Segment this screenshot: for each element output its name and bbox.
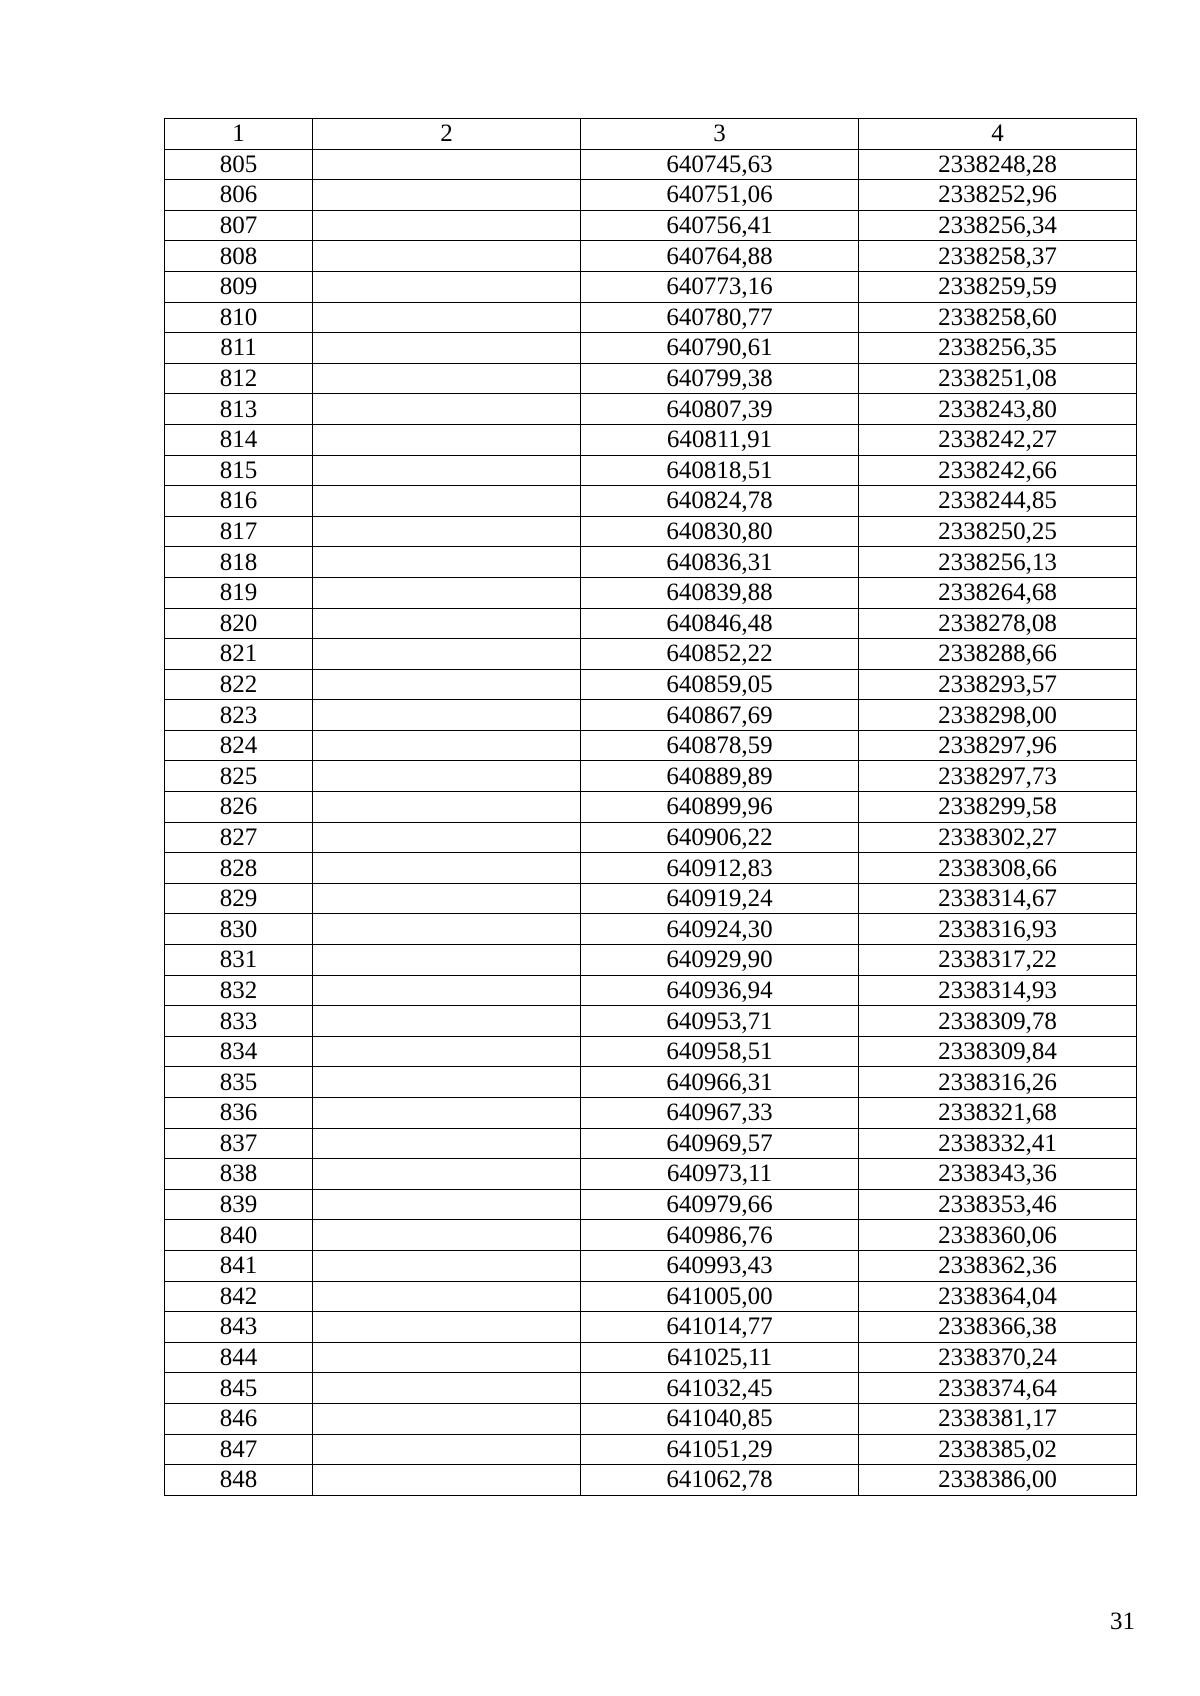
table-row (165, 149, 1137, 180)
point-number-cell: 816 (165, 486, 313, 517)
x-coordinate-cell: 640773,16 (581, 271, 859, 302)
table-row (165, 914, 1137, 945)
y-coordinate-cell: 2338288,66 (859, 639, 1137, 670)
x-coordinate-cell: 640973,11 (581, 1159, 859, 1190)
empty-cell (313, 1128, 581, 1159)
empty-cell (313, 1403, 581, 1434)
y-coordinate-cell: 2338317,22 (859, 945, 1137, 976)
table-row (165, 1250, 1137, 1281)
empty-cell (313, 700, 581, 731)
y-coordinate-cell: 2338364,04 (859, 1281, 1137, 1312)
table-row (165, 1434, 1137, 1465)
point-number-cell: 839 (165, 1189, 313, 1220)
y-coordinate-cell: 2338252,96 (859, 180, 1137, 211)
point-number-cell: 805 (165, 149, 313, 180)
empty-cell (313, 1434, 581, 1465)
empty-cell (313, 1006, 581, 1037)
y-coordinate-cell: 2338386,00 (859, 1465, 1137, 1496)
table-row (165, 730, 1137, 761)
empty-cell (313, 424, 581, 455)
x-coordinate-cell: 640818,51 (581, 455, 859, 486)
empty-cell (313, 1220, 581, 1251)
empty-cell (313, 302, 581, 333)
point-number-cell: 825 (165, 761, 313, 792)
table-row (165, 1128, 1137, 1159)
table-row (165, 945, 1137, 976)
x-coordinate-cell: 641025,11 (581, 1342, 859, 1373)
table-row (165, 516, 1137, 547)
y-coordinate-cell: 2338251,08 (859, 363, 1137, 394)
empty-cell (313, 883, 581, 914)
point-number-cell: 828 (165, 853, 313, 884)
empty-cell (313, 1036, 581, 1067)
y-coordinate-cell: 2338259,59 (859, 271, 1137, 302)
column-header-3: 3 (581, 119, 859, 150)
x-coordinate-cell: 640912,83 (581, 853, 859, 884)
empty-cell (313, 1189, 581, 1220)
y-coordinate-cell: 2338256,34 (859, 210, 1137, 241)
y-coordinate-cell: 2338293,57 (859, 669, 1137, 700)
point-number-cell: 830 (165, 914, 313, 945)
x-coordinate-cell: 640751,06 (581, 180, 859, 211)
table-row (165, 271, 1137, 302)
point-number-cell: 848 (165, 1465, 313, 1496)
empty-cell (313, 271, 581, 302)
x-coordinate-cell: 640906,22 (581, 822, 859, 853)
point-number-cell: 842 (165, 1281, 313, 1312)
empty-cell (313, 975, 581, 1006)
point-number-cell: 815 (165, 455, 313, 486)
point-number-cell: 837 (165, 1128, 313, 1159)
y-coordinate-cell: 2338242,66 (859, 455, 1137, 486)
point-number-cell: 843 (165, 1312, 313, 1343)
table-row (165, 608, 1137, 639)
table-row (165, 639, 1137, 670)
point-number-cell: 845 (165, 1373, 313, 1404)
table-row (165, 394, 1137, 425)
table-row (165, 1006, 1137, 1037)
y-coordinate-cell: 2338297,73 (859, 761, 1137, 792)
point-number-cell: 822 (165, 669, 313, 700)
table-row (165, 1281, 1137, 1312)
table-row (165, 761, 1137, 792)
table-row (165, 455, 1137, 486)
table-row (165, 180, 1137, 211)
empty-cell (313, 1342, 581, 1373)
point-number-cell: 808 (165, 241, 313, 272)
empty-cell (313, 1067, 581, 1098)
table-row (165, 486, 1137, 517)
point-number-cell: 831 (165, 945, 313, 976)
y-coordinate-cell: 2338258,37 (859, 241, 1137, 272)
point-number-cell: 829 (165, 883, 313, 914)
empty-cell (313, 1373, 581, 1404)
page-number: 31 (1110, 1608, 1135, 1635)
y-coordinate-cell: 2338385,02 (859, 1434, 1137, 1465)
x-coordinate-cell: 640889,89 (581, 761, 859, 792)
y-coordinate-cell: 2338343,36 (859, 1159, 1137, 1190)
point-number-cell: 834 (165, 1036, 313, 1067)
point-number-cell: 841 (165, 1250, 313, 1281)
y-coordinate-cell: 2338244,85 (859, 486, 1137, 517)
point-number-cell: 811 (165, 333, 313, 364)
point-number-cell: 819 (165, 577, 313, 608)
empty-cell (313, 1281, 581, 1312)
y-coordinate-cell: 2338370,24 (859, 1342, 1137, 1373)
x-coordinate-cell: 640967,33 (581, 1098, 859, 1129)
x-coordinate-cell: 640919,24 (581, 883, 859, 914)
table-row (165, 1373, 1137, 1404)
point-number-cell: 846 (165, 1403, 313, 1434)
coordinates-table (164, 118, 1137, 1496)
empty-cell (313, 822, 581, 853)
empty-cell (313, 333, 581, 364)
table-row (165, 669, 1137, 700)
x-coordinate-cell: 641014,77 (581, 1312, 859, 1343)
point-number-cell: 817 (165, 516, 313, 547)
table-row (165, 1067, 1137, 1098)
empty-cell (313, 547, 581, 578)
point-number-cell: 813 (165, 394, 313, 425)
y-coordinate-cell: 2338256,35 (859, 333, 1137, 364)
empty-cell (313, 608, 581, 639)
empty-cell (313, 1159, 581, 1190)
table-row (165, 363, 1137, 394)
empty-cell (313, 792, 581, 823)
x-coordinate-cell: 641032,45 (581, 1373, 859, 1404)
y-coordinate-cell: 2338278,08 (859, 608, 1137, 639)
y-coordinate-cell: 2338366,38 (859, 1312, 1137, 1343)
table-row (165, 853, 1137, 884)
empty-cell (313, 363, 581, 394)
x-coordinate-cell: 641040,85 (581, 1403, 859, 1434)
point-number-cell: 812 (165, 363, 313, 394)
y-coordinate-cell: 2338353,46 (859, 1189, 1137, 1220)
table-row (165, 241, 1137, 272)
x-coordinate-cell: 640878,59 (581, 730, 859, 761)
table-row (165, 792, 1137, 823)
point-number-cell: 806 (165, 180, 313, 211)
column-header-4: 4 (859, 119, 1137, 150)
y-coordinate-cell: 2338362,36 (859, 1250, 1137, 1281)
point-number-cell: 840 (165, 1220, 313, 1251)
x-coordinate-cell: 640953,71 (581, 1006, 859, 1037)
y-coordinate-cell: 2338264,68 (859, 577, 1137, 608)
point-number-cell: 836 (165, 1098, 313, 1129)
table-row (165, 822, 1137, 853)
point-number-cell: 835 (165, 1067, 313, 1098)
empty-cell (313, 914, 581, 945)
empty-cell (313, 149, 581, 180)
x-coordinate-cell: 640979,66 (581, 1189, 859, 1220)
point-number-cell: 820 (165, 608, 313, 639)
x-coordinate-cell: 640867,69 (581, 700, 859, 731)
x-coordinate-cell: 640924,30 (581, 914, 859, 945)
empty-cell (313, 761, 581, 792)
x-coordinate-cell: 640852,22 (581, 639, 859, 670)
table-row (165, 1189, 1137, 1220)
x-coordinate-cell: 640764,88 (581, 241, 859, 272)
table-row (165, 333, 1137, 364)
table-row (165, 975, 1137, 1006)
point-number-cell: 827 (165, 822, 313, 853)
y-coordinate-cell: 2338316,26 (859, 1067, 1137, 1098)
y-coordinate-cell: 2338321,68 (859, 1098, 1137, 1129)
empty-cell (313, 394, 581, 425)
table-header-row (165, 119, 1137, 150)
point-number-cell: 833 (165, 1006, 313, 1037)
x-coordinate-cell: 640839,88 (581, 577, 859, 608)
table-row (165, 883, 1137, 914)
empty-cell (313, 669, 581, 700)
table-row (165, 302, 1137, 333)
x-coordinate-cell: 640986,76 (581, 1220, 859, 1251)
x-coordinate-cell: 640993,43 (581, 1250, 859, 1281)
x-coordinate-cell: 640936,94 (581, 975, 859, 1006)
x-coordinate-cell: 640790,61 (581, 333, 859, 364)
y-coordinate-cell: 2338360,06 (859, 1220, 1137, 1251)
point-number-cell: 809 (165, 271, 313, 302)
empty-cell (313, 210, 581, 241)
point-number-cell: 832 (165, 975, 313, 1006)
point-number-cell: 838 (165, 1159, 313, 1190)
empty-cell (313, 1098, 581, 1129)
y-coordinate-cell: 2338308,66 (859, 853, 1137, 884)
column-header-2: 2 (313, 119, 581, 150)
x-coordinate-cell: 641051,29 (581, 1434, 859, 1465)
y-coordinate-cell: 2338302,27 (859, 822, 1137, 853)
x-coordinate-cell: 640859,05 (581, 669, 859, 700)
y-coordinate-cell: 2338314,93 (859, 975, 1137, 1006)
y-coordinate-cell: 2338374,64 (859, 1373, 1137, 1404)
y-coordinate-cell: 2338297,96 (859, 730, 1137, 761)
y-coordinate-cell: 2338250,25 (859, 516, 1137, 547)
point-number-cell: 824 (165, 730, 313, 761)
y-coordinate-cell: 2338381,17 (859, 1403, 1137, 1434)
table-row (165, 1098, 1137, 1129)
y-coordinate-cell: 2338248,28 (859, 149, 1137, 180)
table-row (165, 700, 1137, 731)
empty-cell (313, 455, 581, 486)
empty-cell (313, 241, 581, 272)
x-coordinate-cell: 640830,80 (581, 516, 859, 547)
column-header-1: 1 (165, 119, 313, 150)
empty-cell (313, 516, 581, 547)
point-number-cell: 818 (165, 547, 313, 578)
y-coordinate-cell: 2338309,78 (859, 1006, 1137, 1037)
x-coordinate-cell: 640846,48 (581, 608, 859, 639)
table-row (165, 1342, 1137, 1373)
x-coordinate-cell: 640958,51 (581, 1036, 859, 1067)
table-body (165, 149, 1137, 1495)
point-number-cell: 821 (165, 639, 313, 670)
y-coordinate-cell: 2338314,67 (859, 883, 1137, 914)
x-coordinate-cell: 641005,00 (581, 1281, 859, 1312)
table-row (165, 424, 1137, 455)
x-coordinate-cell: 640969,57 (581, 1128, 859, 1159)
table-row (165, 1220, 1137, 1251)
x-coordinate-cell: 640966,31 (581, 1067, 859, 1098)
y-coordinate-cell: 2338332,41 (859, 1128, 1137, 1159)
x-coordinate-cell: 640807,39 (581, 394, 859, 425)
point-number-cell: 844 (165, 1342, 313, 1373)
table-row (165, 1465, 1137, 1496)
x-coordinate-cell: 640756,41 (581, 210, 859, 241)
y-coordinate-cell: 2338243,80 (859, 394, 1137, 425)
x-coordinate-cell: 640929,90 (581, 945, 859, 976)
empty-cell (313, 577, 581, 608)
y-coordinate-cell: 2338256,13 (859, 547, 1137, 578)
table-row (165, 1403, 1137, 1434)
point-number-cell: 823 (165, 700, 313, 731)
y-coordinate-cell: 2338242,27 (859, 424, 1137, 455)
table-row (165, 577, 1137, 608)
x-coordinate-cell: 640799,38 (581, 363, 859, 394)
x-coordinate-cell: 640811,91 (581, 424, 859, 455)
empty-cell (313, 1465, 581, 1496)
table-row (165, 210, 1137, 241)
empty-cell (313, 853, 581, 884)
y-coordinate-cell: 2338258,60 (859, 302, 1137, 333)
x-coordinate-cell: 640899,96 (581, 792, 859, 823)
table-row (165, 1036, 1137, 1067)
table-row (165, 547, 1137, 578)
empty-cell (313, 180, 581, 211)
point-number-cell: 810 (165, 302, 313, 333)
x-coordinate-cell: 640780,77 (581, 302, 859, 333)
table-row (165, 1159, 1137, 1190)
x-coordinate-cell: 640745,63 (581, 149, 859, 180)
empty-cell (313, 1312, 581, 1343)
y-coordinate-cell: 2338299,58 (859, 792, 1137, 823)
table-row (165, 1312, 1137, 1343)
y-coordinate-cell: 2338316,93 (859, 914, 1137, 945)
point-number-cell: 814 (165, 424, 313, 455)
empty-cell (313, 1250, 581, 1281)
empty-cell (313, 639, 581, 670)
point-number-cell: 847 (165, 1434, 313, 1465)
x-coordinate-cell: 640824,78 (581, 486, 859, 517)
empty-cell (313, 730, 581, 761)
x-coordinate-cell: 640836,31 (581, 547, 859, 578)
point-number-cell: 807 (165, 210, 313, 241)
empty-cell (313, 486, 581, 517)
x-coordinate-cell: 641062,78 (581, 1465, 859, 1496)
empty-cell (313, 945, 581, 976)
point-number-cell: 826 (165, 792, 313, 823)
y-coordinate-cell: 2338309,84 (859, 1036, 1137, 1067)
y-coordinate-cell: 2338298,00 (859, 700, 1137, 731)
